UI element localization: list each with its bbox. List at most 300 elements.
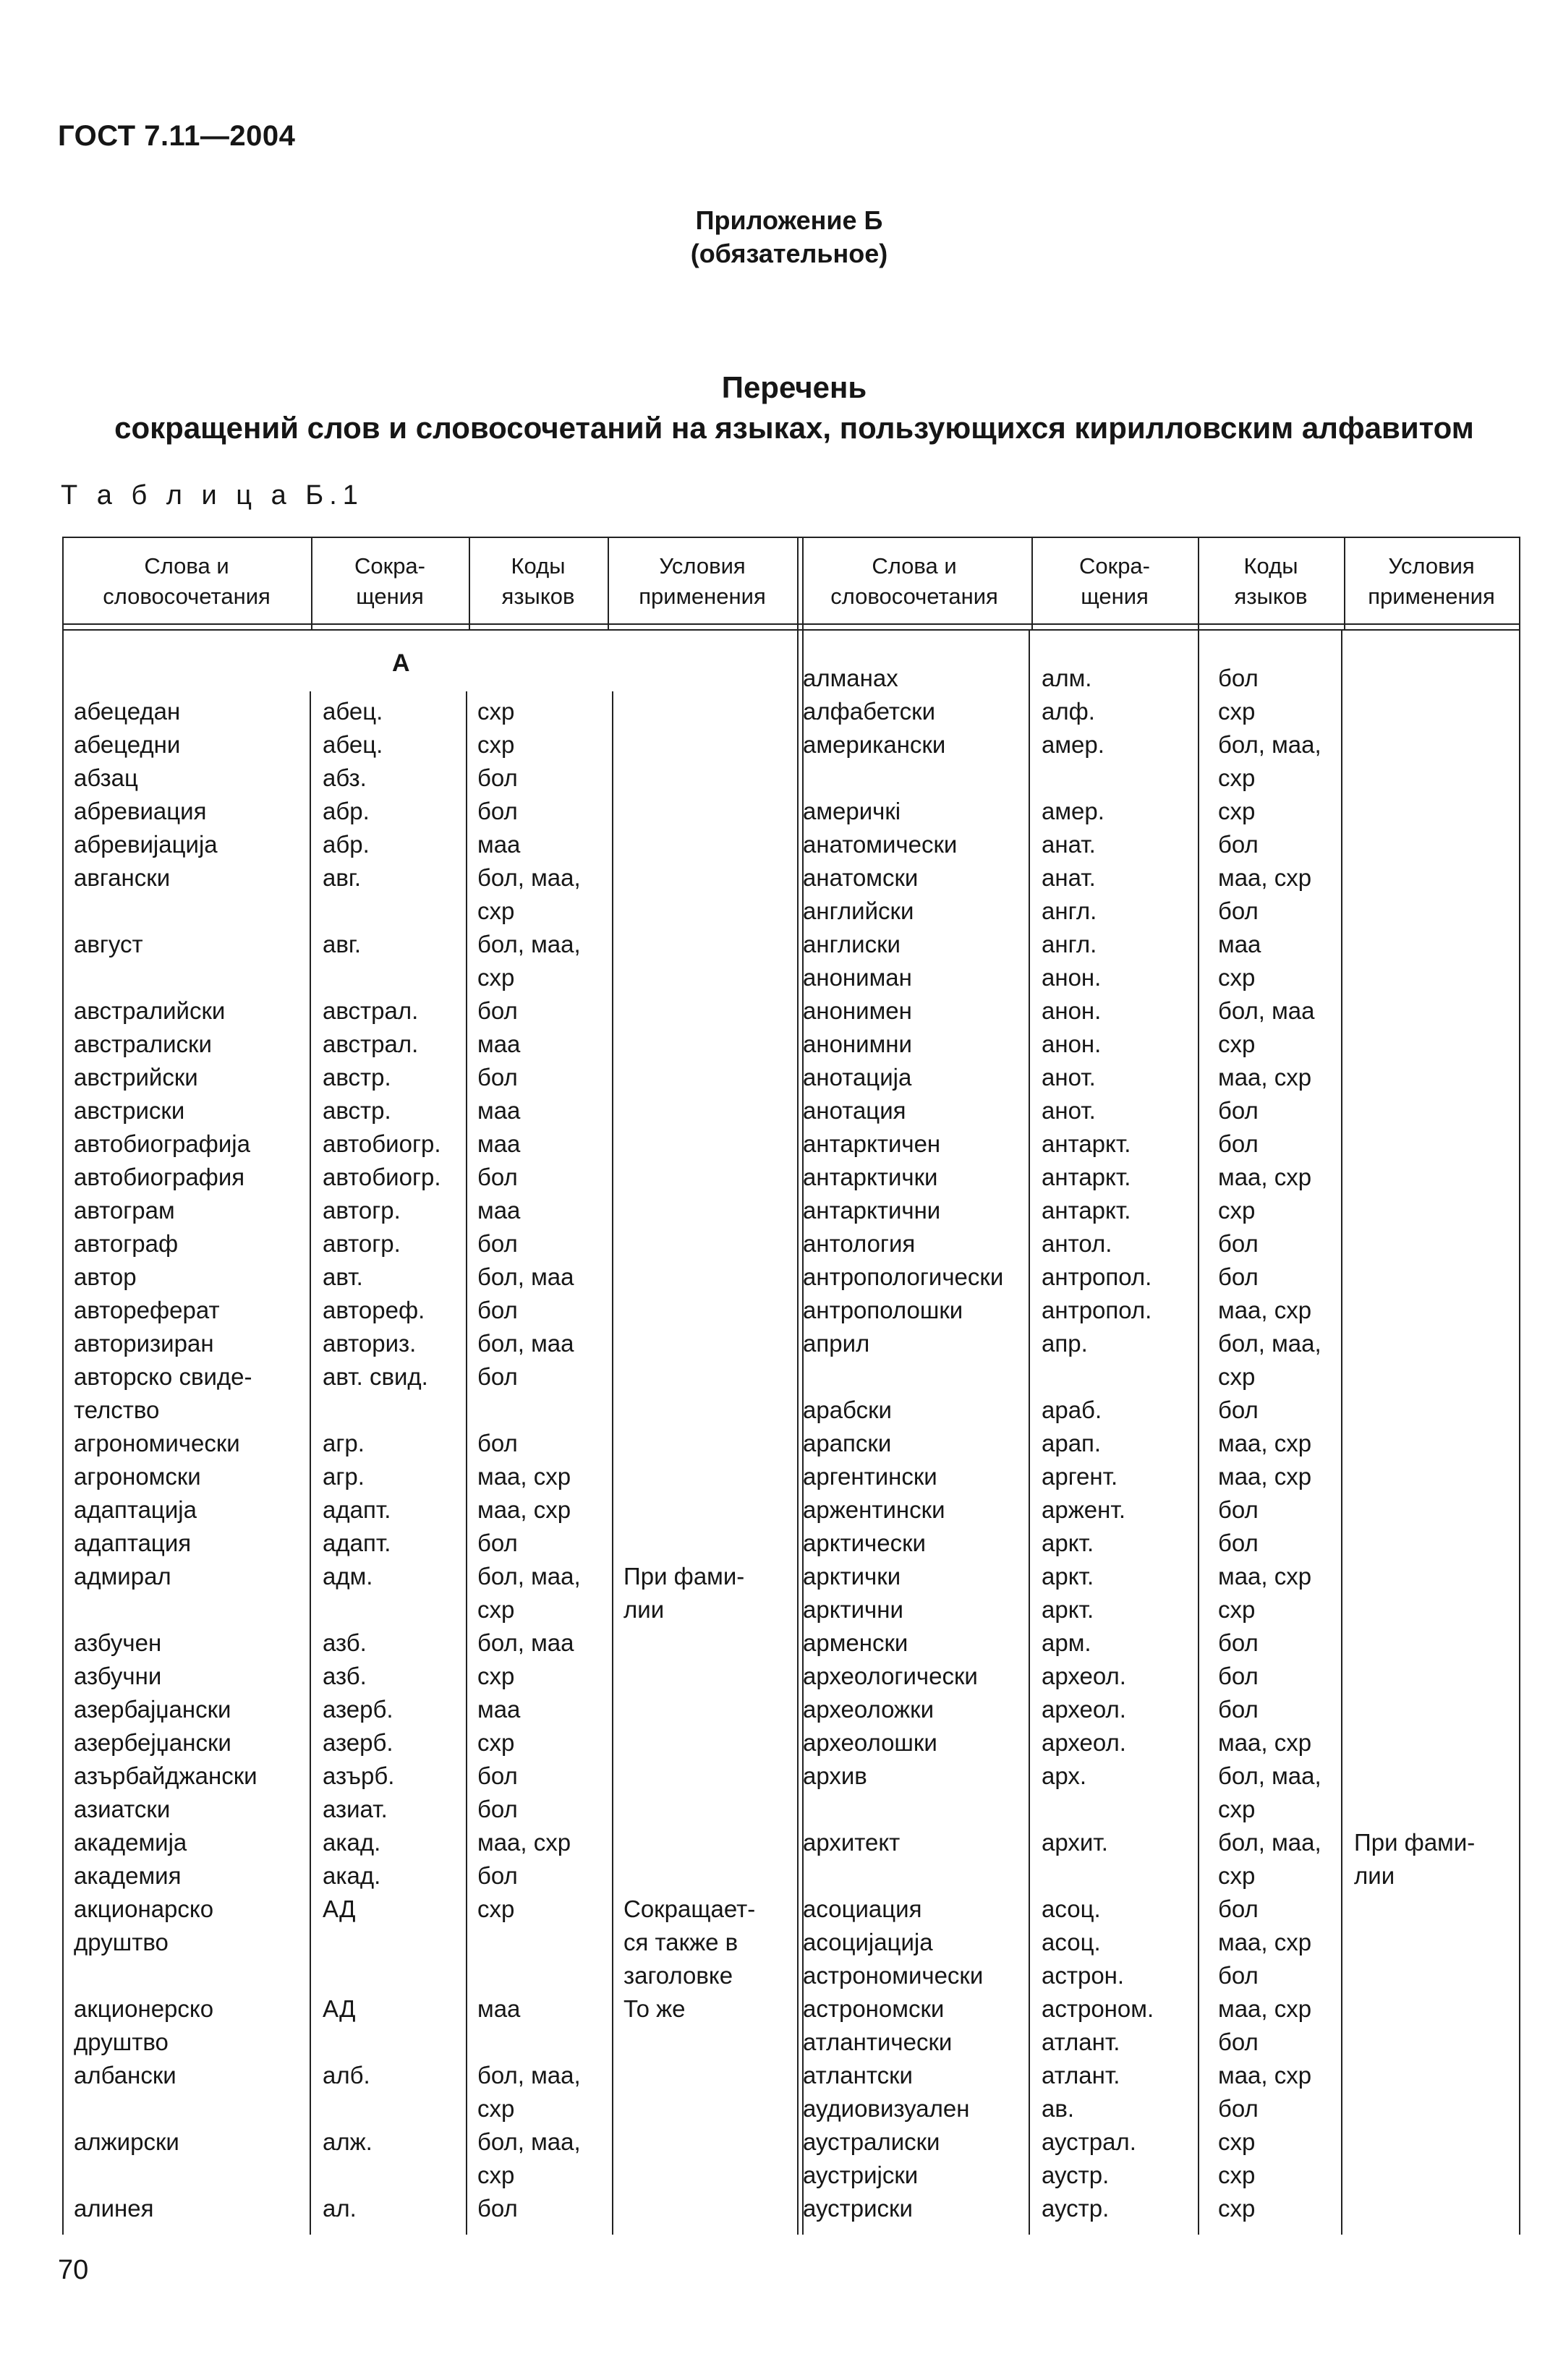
column-header-line: щения xyxy=(1081,584,1149,609)
language-code-cell: схр xyxy=(1218,1862,1256,1889)
abbreviation-cell: араб. xyxy=(1042,1396,1102,1423)
language-code-cell: маа, схр xyxy=(1218,864,1312,891)
word-cell: английски xyxy=(803,897,914,924)
page-number: 70 xyxy=(58,2255,89,2285)
word-cell: анонимни xyxy=(803,1031,912,1057)
abbreviation-cell: алф. xyxy=(1042,698,1095,725)
language-code-cell: маа, схр xyxy=(477,1496,571,1523)
condition-cell: заголовке xyxy=(623,1962,733,1989)
word-cell: арабски xyxy=(803,1396,892,1423)
abbreviation-cell: акад. xyxy=(323,1862,381,1889)
column-divider xyxy=(466,691,467,2235)
word-cell: антарктични xyxy=(803,1197,941,1224)
word-cell: алманах xyxy=(803,665,898,691)
abbreviation-cell: АД xyxy=(323,1995,356,2022)
language-code-cell: схр xyxy=(1218,1197,1256,1224)
word-cell: американски xyxy=(803,731,946,758)
language-code-cell: маа, схр xyxy=(1218,1164,1312,1190)
word-cell: атлантически xyxy=(803,2029,953,2055)
abbreviation-cell: анон. xyxy=(1042,964,1102,991)
abbreviation-cell: амер. xyxy=(1042,731,1104,758)
abbreviation-cell: архит. xyxy=(1042,1829,1108,1856)
word-cell: автограф xyxy=(74,1230,179,1257)
language-code-cell: маа xyxy=(477,1031,521,1057)
abbreviation-cell: австр. xyxy=(323,1097,391,1124)
abbreviation-cell: абец. xyxy=(323,698,383,725)
word-cell: анатомически xyxy=(803,831,958,858)
column-header-line: Сокра- xyxy=(1079,553,1150,579)
language-code-cell: бол xyxy=(1218,1895,1259,1922)
word-cell: друштво xyxy=(74,1929,169,1955)
language-code-cell: бол xyxy=(1218,831,1259,858)
abbreviation-cell: адапт. xyxy=(323,1496,391,1523)
word-cell: археолошки xyxy=(803,1729,937,1756)
language-code-cell: бол, маа, xyxy=(1218,731,1321,758)
column-divider xyxy=(797,537,799,2235)
column-header xyxy=(62,551,311,612)
word-cell: археоложки xyxy=(803,1696,935,1723)
word-cell: аустриски xyxy=(803,2195,913,2222)
abbreviation-cell: археол. xyxy=(1042,1696,1126,1723)
abbreviation-cell: аркт. xyxy=(1042,1563,1094,1590)
abbreviation-cell: автореф. xyxy=(323,1297,425,1323)
abbreviation-cell: ал. xyxy=(323,2195,357,2222)
word-cell: телство xyxy=(74,1396,160,1423)
word-cell: аустралиски xyxy=(803,2128,940,2155)
word-cell: азбучни xyxy=(74,1663,162,1689)
abbreviation-cell: адапт. xyxy=(323,1530,391,1556)
abbreviation-cell: алж. xyxy=(323,2128,373,2155)
language-code-cell: маа xyxy=(477,1696,521,1723)
abbreviation-cell: авт. xyxy=(323,1263,363,1290)
column-header-line: языков xyxy=(501,584,575,609)
column-header xyxy=(311,551,469,612)
word-cell: автобиография xyxy=(74,1164,245,1190)
word-cell: автор xyxy=(74,1263,137,1290)
word-cell: албански xyxy=(74,2062,176,2089)
word-cell: австралиски xyxy=(74,1031,212,1057)
abbreviation-cell: азб. xyxy=(323,1663,367,1689)
language-code-cell: бол, маа, xyxy=(1218,1330,1321,1357)
column-header xyxy=(608,551,797,612)
language-code-cell: маа, схр xyxy=(1218,1929,1312,1955)
language-code-cell: схр xyxy=(1218,798,1256,824)
abbreviation-cell: археол. xyxy=(1042,1729,1126,1756)
abbreviation-cell: аустр. xyxy=(1042,2162,1110,2188)
column-divider xyxy=(1341,629,1342,2235)
language-code-cell: схр xyxy=(1218,764,1256,791)
language-code-cell: схр xyxy=(477,1596,515,1623)
language-code-cell: бол xyxy=(1218,1530,1259,1556)
standard-header: ГОСТ 7.11—2004 xyxy=(58,120,296,152)
column-header xyxy=(1031,551,1198,612)
column-header-line: Условия xyxy=(659,553,746,579)
abbreviation-cell: антаркт. xyxy=(1042,1197,1131,1224)
table-label: Т а б л и ц а Б.1 xyxy=(61,480,364,511)
word-cell: агрономически xyxy=(74,1430,240,1456)
column-header-line: словосочетания xyxy=(830,584,998,609)
abbreviation-cell: азърб. xyxy=(323,1762,395,1789)
abbreviation-cell: аржент. xyxy=(1042,1496,1125,1523)
word-cell: абецедни xyxy=(74,731,181,758)
abbreviation-cell: авт. свид. xyxy=(323,1363,428,1390)
language-code-cell: бол xyxy=(477,1762,518,1789)
appendix-title: Приложение Б xyxy=(695,205,883,235)
abbreviation-cell: абз. xyxy=(323,764,367,791)
word-cell: асоциация xyxy=(803,1895,922,1922)
abbreviation-table xyxy=(62,537,1519,2235)
word-cell: австралийски xyxy=(74,997,226,1024)
word-cell: аргентински xyxy=(803,1463,937,1490)
abbreviation-cell: абр. xyxy=(323,798,370,824)
word-cell: арктически xyxy=(803,1530,926,1556)
word-cell: анотация xyxy=(803,1097,906,1124)
abbreviation-cell: авг. xyxy=(323,864,362,891)
language-code-cell: маа, схр xyxy=(1218,1729,1312,1756)
word-cell: анонимен xyxy=(803,997,912,1024)
language-code-cell: бол, маа, xyxy=(1218,1829,1321,1856)
language-code-cell: бол xyxy=(477,1297,518,1323)
language-code-cell: маа, схр xyxy=(1218,1430,1312,1456)
word-cell: анотација xyxy=(803,1064,912,1091)
language-code-cell: маа, схр xyxy=(1218,1463,1312,1490)
word-cell: архитект xyxy=(803,1829,901,1856)
word-cell: абревиация xyxy=(74,798,207,824)
language-code-cell: схр xyxy=(477,897,515,924)
language-code-cell: бол xyxy=(1218,1629,1259,1656)
appendix-heading xyxy=(0,204,1558,270)
abbreviation-cell: адм. xyxy=(323,1563,373,1590)
language-code-cell: схр xyxy=(477,1729,515,1756)
word-cell: арктички xyxy=(803,1563,901,1590)
abbreviation-cell: асоц. xyxy=(1042,1929,1101,1955)
word-cell: алинея xyxy=(74,2195,154,2222)
word-cell: адаптација xyxy=(74,1496,197,1523)
word-cell: анониман xyxy=(803,964,912,991)
language-code-cell: маа xyxy=(1218,931,1261,957)
word-cell: адаптация xyxy=(74,1530,192,1556)
language-code-cell: бол xyxy=(1218,1396,1259,1423)
condition-cell: ся также в xyxy=(623,1929,738,1955)
word-cell: астрономски xyxy=(803,1995,945,2022)
abbreviation-cell: анот. xyxy=(1042,1097,1096,1124)
word-cell: академия xyxy=(74,1862,182,1889)
abbreviation-cell: антропол. xyxy=(1042,1263,1152,1290)
language-code-cell: бол xyxy=(477,1430,518,1456)
language-code-cell: бол xyxy=(477,1796,518,1822)
word-cell: авторско свиде- xyxy=(74,1363,252,1390)
language-code-cell: бол, маа, xyxy=(477,2128,581,2155)
word-cell: археологически xyxy=(803,1663,978,1689)
language-code-cell: схр xyxy=(1218,1796,1256,1822)
abbreviation-cell: асоц. xyxy=(1042,1895,1101,1922)
column-header-line: Слова и xyxy=(872,553,957,579)
abbreviation-cell: азиат. xyxy=(323,1796,388,1822)
language-code-cell: маа, схр xyxy=(1218,1563,1312,1590)
language-code-cell: бол, маа, xyxy=(1218,1762,1321,1789)
list-subtitle: сокращений слов и словосочетаний на языках, пользующихся кирилловским алфавитом xyxy=(114,411,1474,445)
language-code-cell: бол xyxy=(477,1530,518,1556)
condition-cell: При фами- xyxy=(623,1563,745,1590)
language-code-cell: схр xyxy=(477,1663,515,1689)
abbreviation-cell: антаркт. xyxy=(1042,1130,1131,1157)
table-top-border xyxy=(62,537,1519,538)
word-cell: април xyxy=(803,1330,870,1357)
language-code-cell: бол xyxy=(1218,1663,1259,1689)
column-header-line: Коды xyxy=(1243,553,1298,579)
language-code-cell: схр xyxy=(1218,698,1256,725)
abbreviation-cell: агр. xyxy=(323,1430,365,1456)
abbreviation-cell: азерб. xyxy=(323,1729,393,1756)
column-header-line: языков xyxy=(1234,584,1308,609)
word-cell: август xyxy=(74,931,143,957)
abbreviation-cell: арап. xyxy=(1042,1430,1102,1456)
language-code-cell: маа xyxy=(477,831,521,858)
language-code-cell: бол xyxy=(1218,1496,1259,1523)
word-cell: академија xyxy=(74,1829,187,1856)
column-header-line: применения xyxy=(1368,584,1495,609)
word-cell: антрополошки xyxy=(803,1297,963,1323)
abbreviation-cell: австр. xyxy=(323,1064,391,1091)
language-code-cell: маа, схр xyxy=(477,1463,571,1490)
header-bottom-rule xyxy=(62,623,1519,625)
abbreviation-cell: анон. xyxy=(1042,1031,1102,1057)
word-cell: акционерско xyxy=(74,1995,214,2022)
language-code-cell: бол xyxy=(477,798,518,824)
abbreviation-cell: астрон. xyxy=(1042,1962,1125,1989)
abbreviation-cell: анот. xyxy=(1042,1064,1096,1091)
language-code-cell: маа xyxy=(477,1097,521,1124)
language-code-cell: схр xyxy=(477,2162,515,2188)
abbreviation-cell: антол. xyxy=(1042,1230,1112,1257)
language-code-cell: схр xyxy=(1218,1596,1256,1623)
word-cell: агрономски xyxy=(74,1463,201,1490)
language-code-cell: бол, маа, xyxy=(477,2062,581,2089)
language-code-cell: бол xyxy=(1218,1230,1259,1257)
word-cell: антропологически xyxy=(803,1263,1004,1290)
abbreviation-cell: акад. xyxy=(323,1829,381,1856)
language-code-cell: бол xyxy=(477,764,518,791)
abbreviation-cell: арм. xyxy=(1042,1629,1091,1656)
language-code-cell: маа xyxy=(477,1197,521,1224)
word-cell: аржентински xyxy=(803,1496,945,1523)
word-cell: автобиографија xyxy=(74,1130,250,1157)
column-header-line: Коды xyxy=(511,553,566,579)
language-code-cell: бол xyxy=(477,1164,518,1190)
abbreviation-cell: австрал. xyxy=(323,997,419,1024)
language-code-cell: бол xyxy=(477,1230,518,1257)
abbreviation-cell: антропол. xyxy=(1042,1297,1152,1323)
column-divider xyxy=(1519,537,1520,2235)
language-code-cell: схр xyxy=(1218,1363,1256,1390)
word-cell: авгански xyxy=(74,864,171,891)
language-code-cell: маа, схр xyxy=(1218,1064,1312,1091)
abbreviation-cell: алб. xyxy=(323,2062,370,2089)
abbreviation-cell: австрал. xyxy=(323,1031,419,1057)
appendix-subtitle: (обязательное) xyxy=(690,239,888,268)
abbreviation-cell: АД xyxy=(323,1895,356,1922)
column-header-line: Слова и xyxy=(144,553,229,579)
word-cell: автореферат xyxy=(74,1297,220,1323)
condition-cell: лии xyxy=(623,1596,665,1623)
language-code-cell: маа, схр xyxy=(1218,1297,1312,1323)
language-code-cell: маа, схр xyxy=(1218,1995,1312,2022)
word-cell: азбучен xyxy=(74,1629,162,1656)
language-code-cell: бол xyxy=(477,2195,518,2222)
header-bottom-rule xyxy=(62,629,1519,631)
word-cell: анатомски xyxy=(803,864,919,891)
abbreviation-cell: анон. xyxy=(1042,997,1102,1024)
abbreviation-cell: анат. xyxy=(1042,831,1096,858)
language-code-cell: маа xyxy=(477,1130,521,1157)
language-code-cell: бол xyxy=(1218,897,1259,924)
abbreviation-cell: автогр. xyxy=(323,1230,401,1257)
language-code-cell: маа, схр xyxy=(1218,2062,1312,2089)
abbreviation-cell: англ. xyxy=(1042,931,1097,957)
language-code-cell: бол xyxy=(477,1862,518,1889)
abbreviation-cell: автобиогр. xyxy=(323,1164,441,1190)
word-cell: абецедан xyxy=(74,698,181,725)
word-cell: асоцијација xyxy=(803,1929,933,1955)
word-cell: атлантски xyxy=(803,2062,913,2089)
word-cell: аустријски xyxy=(803,2162,919,2188)
word-cell: аудиовизуален xyxy=(803,2095,970,2122)
list-heading xyxy=(0,367,1558,448)
word-cell: австриски xyxy=(74,1097,185,1124)
language-code-cell: схр xyxy=(1218,2195,1256,2222)
word-cell: америчкi xyxy=(803,798,901,824)
word-cell: авторизиран xyxy=(74,1330,214,1357)
abbreviation-cell: антаркт. xyxy=(1042,1164,1131,1190)
abbreviation-cell: апр. xyxy=(1042,1330,1088,1357)
language-code-cell: схр xyxy=(1218,1031,1256,1057)
language-code-cell: схр xyxy=(1218,964,1256,991)
abbreviation-cell: аустр. xyxy=(1042,2195,1110,2222)
word-cell: австрийски xyxy=(74,1064,198,1091)
word-cell: азербајџански xyxy=(74,1696,231,1723)
language-code-cell: схр xyxy=(477,698,515,725)
language-code-cell: бол, маа xyxy=(1218,997,1315,1024)
condition-cell: лии xyxy=(1354,1862,1395,1889)
word-cell: арктични xyxy=(803,1596,903,1623)
abbreviation-cell: аркт. xyxy=(1042,1596,1094,1623)
column-divider xyxy=(310,691,311,2235)
language-code-cell: бол xyxy=(1218,1130,1259,1157)
word-cell: адмирал xyxy=(74,1563,171,1590)
abbreviation-cell: авг. xyxy=(323,931,362,957)
column-header-line: Сокра- xyxy=(354,553,425,579)
column-header xyxy=(469,551,608,612)
abbreviation-cell: автогр. xyxy=(323,1197,401,1224)
column-header xyxy=(1198,551,1344,612)
abbreviation-cell: археол. xyxy=(1042,1663,1126,1689)
language-code-cell: маа, схр xyxy=(477,1829,571,1856)
abbreviation-cell: анат. xyxy=(1042,864,1096,891)
language-code-cell: бол, маа, xyxy=(477,1563,581,1590)
column-divider xyxy=(1198,629,1199,2235)
language-code-cell: бол xyxy=(1218,1263,1259,1290)
language-code-cell: схр xyxy=(1218,2162,1256,2188)
section-letter: А xyxy=(392,649,410,677)
language-code-cell: схр xyxy=(477,964,515,991)
language-code-cell: бол xyxy=(1218,665,1259,691)
language-code-cell: схр xyxy=(477,1895,515,1922)
word-cell: арапски xyxy=(803,1430,892,1456)
word-cell: алжирски xyxy=(74,2128,179,2155)
column-header-line: словосочетания xyxy=(103,584,271,609)
abbreviation-cell: азерб. xyxy=(323,1696,393,1723)
language-code-cell: бол xyxy=(1218,1696,1259,1723)
language-code-cell: бол xyxy=(477,997,518,1024)
language-code-cell: бол, маа xyxy=(477,1263,574,1290)
abbreviation-cell: абр. xyxy=(323,831,370,858)
list-title: Перечень xyxy=(721,370,867,404)
abbreviation-cell: атлант. xyxy=(1042,2062,1120,2089)
language-code-cell: бол, маа xyxy=(477,1330,574,1357)
abbreviation-cell: азб. xyxy=(323,1629,367,1656)
word-cell: антарктички xyxy=(803,1164,938,1190)
column-header xyxy=(797,551,1031,612)
condition-cell: При фами- xyxy=(1354,1829,1476,1856)
language-code-cell: бол, маа xyxy=(477,1629,574,1656)
word-cell: астрономически xyxy=(803,1962,984,1989)
language-code-cell: схр xyxy=(1218,2128,1256,2155)
word-cell: алфабетски xyxy=(803,698,936,725)
word-cell: автограм xyxy=(74,1197,175,1224)
abbreviation-cell: аустрал. xyxy=(1042,2128,1136,2155)
word-cell: азербејџански xyxy=(74,1729,231,1756)
word-cell: архив xyxy=(803,1762,867,1789)
word-cell: антология xyxy=(803,1230,916,1257)
language-code-cell: бол, маа, xyxy=(477,864,581,891)
column-divider xyxy=(1029,629,1030,2235)
abbreviation-cell: атлант. xyxy=(1042,2029,1120,2055)
word-cell: азърбайджански xyxy=(74,1762,257,1789)
column-header-line: применения xyxy=(639,584,766,609)
word-cell: арменски xyxy=(803,1629,908,1656)
word-cell: акционарско xyxy=(74,1895,214,1922)
column-divider xyxy=(62,537,64,2235)
abbreviation-cell: аргент. xyxy=(1042,1463,1118,1490)
language-code-cell: бол xyxy=(1218,2095,1259,2122)
abbreviation-cell: абец. xyxy=(323,731,383,758)
abbreviation-cell: автобиогр. xyxy=(323,1130,441,1157)
column-header xyxy=(1344,551,1519,612)
abbreviation-cell: арх. xyxy=(1042,1762,1087,1789)
word-cell: друштво xyxy=(74,2029,169,2055)
word-cell: абзац xyxy=(74,764,138,791)
language-code-cell: бол xyxy=(1218,1962,1259,1989)
language-code-cell: схр xyxy=(477,2095,515,2122)
language-code-cell: бол xyxy=(1218,1097,1259,1124)
column-header-line: Условия xyxy=(1388,553,1475,579)
word-cell: азиатски xyxy=(74,1796,171,1822)
language-code-cell: бол xyxy=(477,1064,518,1091)
language-code-cell: схр xyxy=(477,731,515,758)
language-code-cell: бол, маа, xyxy=(477,931,581,957)
column-header-line: щения xyxy=(356,584,424,609)
abbreviation-cell: амер. xyxy=(1042,798,1104,824)
abbreviation-cell: англ. xyxy=(1042,897,1097,924)
language-code-cell: бол xyxy=(477,1363,518,1390)
language-code-cell: бол xyxy=(1218,2029,1259,2055)
abbreviation-cell: авториз. xyxy=(323,1330,417,1357)
language-code-cell: маа xyxy=(477,1995,521,2022)
abbreviation-cell: астроном. xyxy=(1042,1995,1154,2022)
word-cell: абревијација xyxy=(74,831,218,858)
condition-cell: Сокращает- xyxy=(623,1895,756,1922)
condition-cell: То же xyxy=(623,1995,686,2022)
